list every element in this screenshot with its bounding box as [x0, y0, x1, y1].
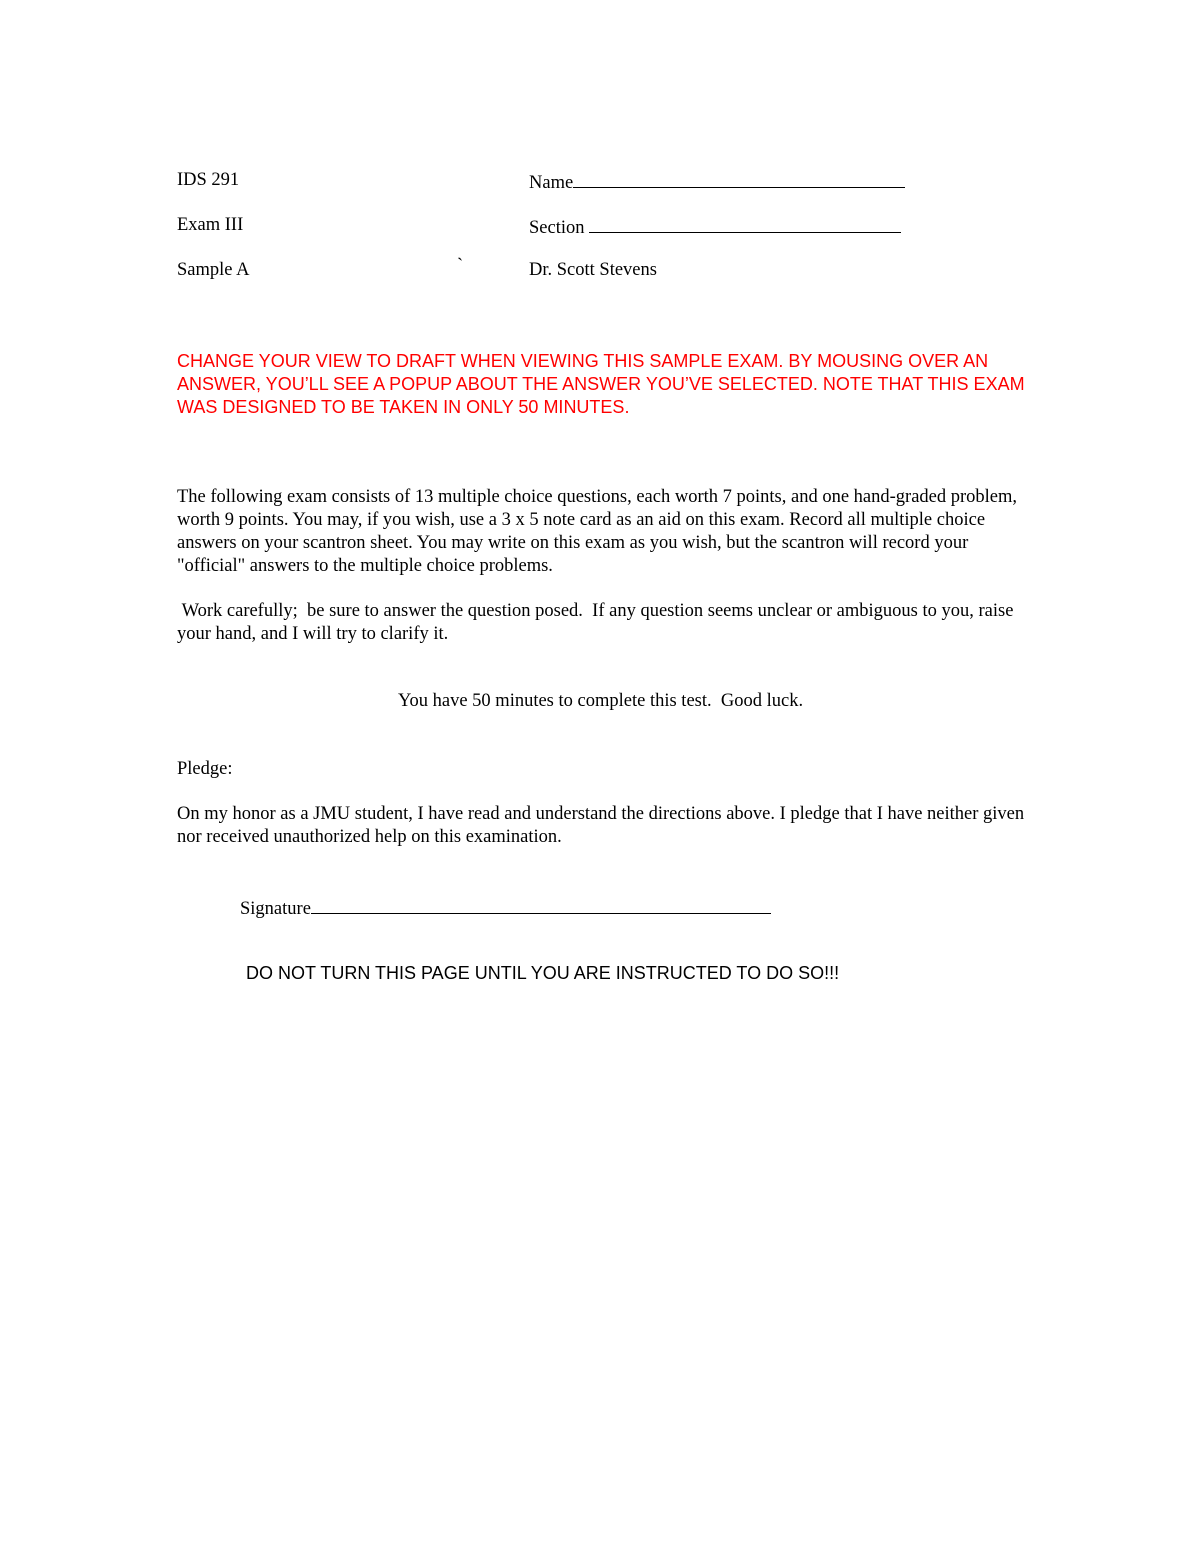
section-underline[interactable] [589, 214, 901, 233]
stray-backtick: ` [457, 256, 464, 276]
name-underline[interactable] [573, 169, 905, 188]
pledge-text: On my honor as a JMU student, I have read and understand the directions above. I pledge that I have neither given nor received unauthorized help on this examination. [177, 804, 1025, 847]
name-field[interactable] [529, 169, 905, 195]
instructions-paragraph-2: Work carefully; be sure to answer the question posed. If any question seems unclear or ambiguous to you, raise your hand, and I will try to clarify it. [177, 601, 1019, 644]
name-label: Name [529, 173, 574, 193]
do-not-turn-warning: DO NOT TURN THIS PAGE UNTIL YOU ARE INSTRUCTED TO DO SO!!! [246, 963, 840, 983]
draft-view-notice: CHANGE YOUR VIEW TO DRAFT WHEN VIEWING THIS SAMPLE EXAM. BY MOUSING OVER AN ANSWER, YOU’LL SEE A POPUP ABOUT THE ANSWER YOU’VE SELECTED. NOTE THAT THIS EXAM WAS DESIGNED TO BE TAKEN IN ONLY 50 MINUTES. [177, 351, 1025, 417]
signature-label: Signature [240, 899, 311, 919]
section-field[interactable] [529, 214, 901, 240]
pledge-label: Pledge: [177, 759, 233, 779]
signature-underline[interactable] [311, 895, 771, 914]
sample-label: Sample A [177, 260, 250, 280]
exam-number: Exam III [177, 215, 244, 235]
signature-field[interactable] [240, 895, 771, 921]
section-label: Section [529, 218, 590, 238]
course-code: IDS 291 [177, 170, 240, 190]
time-note: You have 50 minutes to complete this test. Good luck. [398, 691, 804, 711]
instructions-paragraph-1: The following exam consists of 13 multiple choice questions, each worth 7 points, and one hand-graded problem, worth 9 points. You may, if you wish, use a 3 x 5 note card as an aid on this exam. Record all multiple choice answers on your scantron sheet. You may write on this exam as you wish, but the scantron will record your "official" answers to the multiple choice problems. [177, 487, 1018, 576]
instructor-name: Dr. Scott Stevens [529, 260, 657, 280]
